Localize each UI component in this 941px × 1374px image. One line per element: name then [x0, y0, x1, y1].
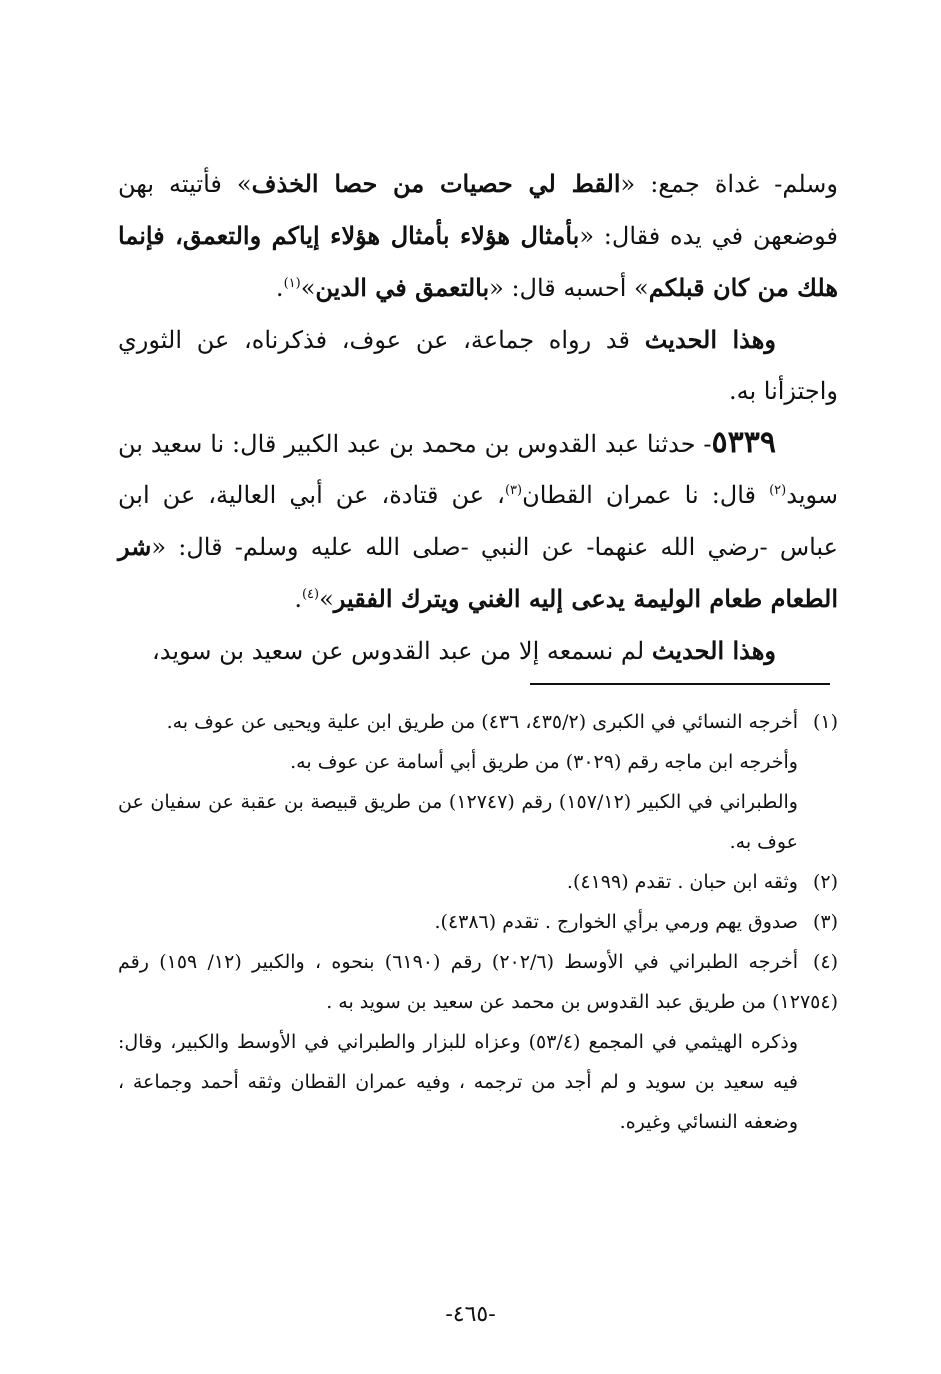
footnote-1	[118, 702, 838, 742]
text-run: لم نسمعه إلا من عبد القدوس عن سعيد بن سويد،	[151, 637, 652, 665]
footnote-text: وثقه ابن حبان . تقدم (٤١٩٩).	[566, 871, 798, 893]
footnote-ref: (٢)	[769, 483, 787, 498]
footnote-text: وأخرجه ابن ماجه رقم (٣٠٢٩) من طريق أبي أسامة عن عوف به.	[290, 751, 798, 773]
footnote-mark: (٤)	[812, 951, 838, 973]
text-run: - حدثنا عبد القدوس بن محمد بن عبد الكبير قال: نا سعيد بن سويد	[118, 430, 839, 509]
footnote-mark: (٢)	[812, 871, 838, 893]
page-number: -٤٦٥-	[445, 1302, 496, 1327]
footnote-2	[118, 862, 838, 902]
footnote-4	[118, 942, 838, 1022]
text-run: قد رواه جماعة، عن عوف، فذكرناه، عن الثوري واجتزأنا به.	[118, 326, 838, 405]
paragraph-3	[118, 417, 838, 625]
footnote-ref: (٤)	[301, 587, 320, 602]
main-text	[118, 158, 838, 677]
footnote-mark: (١)	[812, 711, 838, 733]
hadith-quote: القط لي حصيات من حصا الخذف	[251, 169, 621, 198]
footnote-ref: (١)	[283, 276, 301, 291]
footnote-text: والطبراني في الكبير (١٥٧/١٢) رقم (١٢٧٤٧) من طريق قبيصة بن عقبة عن سفيان عن عوف به.	[118, 791, 798, 853]
text-run: » أحسبه قال: «	[489, 274, 649, 302]
text-run: وسلم- غداة جمع: «	[620, 170, 838, 198]
text-run: »	[300, 274, 316, 302]
footnote-text: وذكره الهيثمي في المجمع (٥٣/٤) وعزاه للبزار والطبراني في الأوسط والكبير، وقال: فيه سعيد بن سويد و لم أجد من ترجمه ، وفيه عمران القطان وثقه أحمد وجماعة ، وضعفه النسائي وغيره.	[118, 1031, 798, 1133]
hadith-number: ٥٣٣٩	[711, 425, 776, 460]
footnote-text: أخرجه الطبراني في الأوسط (٢٠٢/٦) رقم (٦١٩٠) بنحوه ، والكبير (١٢/ ١٥٩) رقم (١٢٧٥٤) من طريق عبد القدوس بن محمد عن سعيد بن سويد به .	[118, 951, 838, 1013]
section-lead: وهذا الحديث	[644, 325, 776, 354]
text-run: » فأتيته بهن فوضعهن في يده فقال: «	[118, 170, 838, 250]
footnote-divider	[530, 683, 830, 685]
text-run: »	[319, 585, 334, 613]
paragraph-1	[118, 158, 838, 314]
hadith-quote: بأمثال هؤلاء بأمثال هؤلاء إياكم والتعمق، فإنما هلك من كان قبلكم	[118, 221, 838, 302]
paragraph-4	[118, 625, 838, 677]
paragraph-2	[118, 314, 838, 417]
text-run: ، عن قتادة، عن أبي العالية، عن ابن عباس -رضي الله عنهما- عن النبي -صلى الله عليه وسلم- قال: «	[118, 481, 838, 561]
section-lead: وهذا الحديث	[651, 636, 776, 665]
text-run: .	[275, 274, 284, 302]
footnote-mark: (٣)	[812, 911, 838, 933]
footnote-text: أخرجه النسائي في الكبرى (٤٣٥/٢، ٤٣٦) من طريق ابن علية ويحيى عن عوف به.	[166, 711, 798, 733]
footnote-3	[118, 902, 838, 942]
text-run: .	[294, 585, 302, 613]
footnote-text: صدوق يهم ورمي برأي الخوارج . تقدم (٤٣٨٦).	[434, 911, 798, 933]
footnotes	[118, 702, 838, 1142]
hadith-quote: شر الطعام طعام الوليمة يدعى إليه الغني ويترك الفقير	[118, 532, 838, 613]
hadith-quote: بالتعمق في الدين	[315, 273, 490, 302]
text-run: قال: نا عمران القطان	[522, 481, 770, 509]
footnote-ref: (٣)	[504, 483, 523, 498]
